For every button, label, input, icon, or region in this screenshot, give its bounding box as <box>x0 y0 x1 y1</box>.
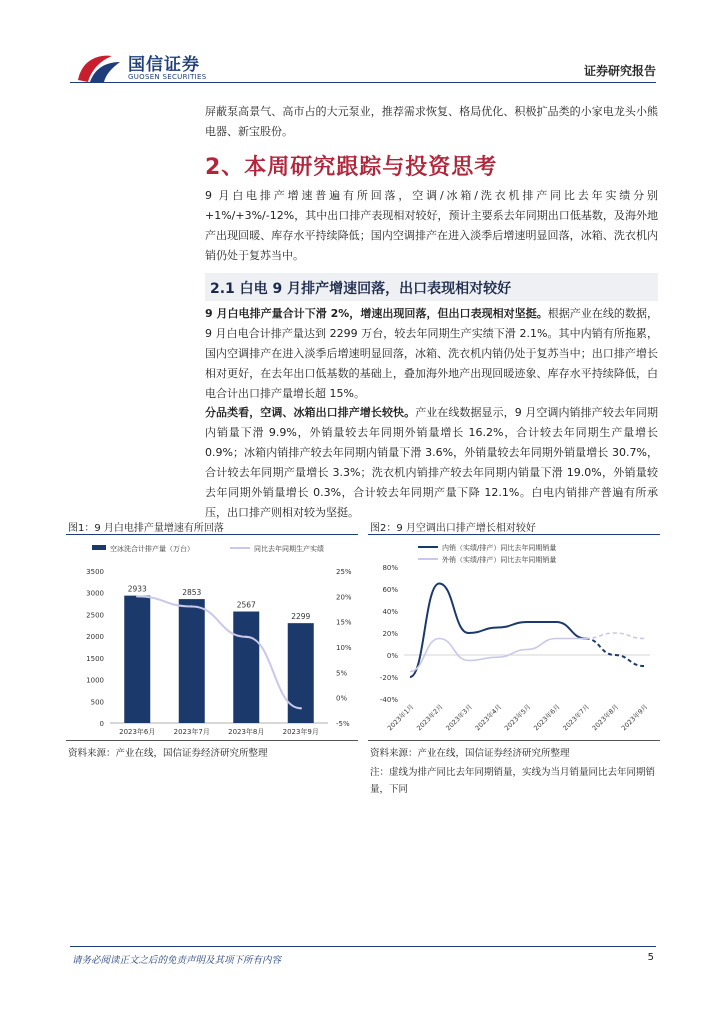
y-right-tick-label: 25% <box>336 568 352 576</box>
y-tick-label: 40% <box>382 608 398 616</box>
bar-data-label: 2933 <box>127 584 147 594</box>
x-tick-label: 2023年1月 <box>385 702 416 733</box>
x-tick-label: 2023年4月 <box>473 702 504 733</box>
yoy-point <box>136 595 138 597</box>
section-title: 2、本周研究跟踪与投资思考 <box>205 155 498 180</box>
report-type-label: 证券研究报告 <box>583 64 656 78</box>
figure2-source: 资料来源：产业在线，国信证券经济研究所整理 <box>370 748 570 759</box>
y-tick-label: 20% <box>382 630 398 638</box>
legend-swatch-bar <box>92 545 106 550</box>
y-left-tick-label: 3000 <box>86 589 104 598</box>
y-tick-label: 80% <box>382 564 398 572</box>
y-tick-label: -20% <box>379 674 398 682</box>
subsection-title: 2.1 白电 9 月排产增速回落，出口表现相对较好 <box>210 281 512 297</box>
x-tick-label: 2023年8月 <box>590 702 621 733</box>
header-divider <box>70 82 656 83</box>
y-right-tick-label: 5% <box>336 669 348 678</box>
y-left-tick-label: 1500 <box>86 654 104 663</box>
y-left-tick-label: 0 <box>99 720 104 728</box>
y-tick-label: -40% <box>379 696 398 704</box>
x-tick-label: 2023年9月 <box>619 702 650 733</box>
y-right-tick-label: 20% <box>336 593 352 602</box>
x-tick-label: 2023年7月 <box>561 702 591 733</box>
figure1-top-rule <box>66 534 358 535</box>
paragraph-body: 产业在线数据显示，9 月空调内销排产较去年同期内销量下滑 9.9%，外销量较去年同期外销量增长 16.2%，合计较去年同期生产量增长 0.9%；冰箱内销排产较去年同期内销量下滑 3.6%，外销量较去年同期外销量增长 30.7%，合计较去年同期产量增长 3.3%；洗衣机内销排产较去年同期内销量下滑 19.0%，外销量较去年同期外销量增长 0.3%，合计较去年同期产量下降 12.1%。白电内销排产普遍有所承压，出口排产则相对较为坚挺。 <box>205 406 658 519</box>
x-tick-label: 2023年6月 <box>532 702 562 733</box>
guosen-logo-icon <box>72 50 124 86</box>
figure2-note: 注：虚线为排产同比去年同期销量，实线为当月销量同比去年同期销量，下同 <box>370 767 656 795</box>
paragraph-body: 根据产业在线的数据，9 月白电合计排产量达到 2299 万台，较去年同期生产实绩下滑 2.1%。其中内销有所拖累，国内空调排产在进入淡季后增速明显回落，冰箱、洗衣机内销仍处于复苏当中；出口排产增长相对更好，在去年出口低基数的基础上，叠加海外地产出现回暖迹象、库存水平持续降低，白电合计出口排产量增长超 15%。 <box>205 307 658 400</box>
x-tick-label: 2023年8月 <box>228 728 265 736</box>
y-left-tick-label: 1000 <box>86 676 104 685</box>
paragraph-production <box>205 304 658 404</box>
figure1-source: 资料来源：产业在线，国信证券经济研究所整理 <box>68 748 268 759</box>
bar <box>233 612 259 723</box>
y-left-tick-label: 2500 <box>86 611 104 620</box>
series-export-dashed-line <box>586 633 645 639</box>
y-tick-label: 0% <box>386 652 398 660</box>
paragraph-category <box>205 403 658 523</box>
figure2-title: 图2：9 月空调出口排产增长相对较好 <box>370 523 536 534</box>
bar <box>124 596 150 723</box>
paragraph-lead: 分品类看，空调、冰箱出口排产增长较快。 <box>205 406 416 419</box>
yoy-point <box>191 605 193 607</box>
yoy-point <box>300 707 302 709</box>
x-tick-label: 2023年3月 <box>444 702 474 733</box>
legend-label-domestic: 内销（实绩/排产）同比去年同期销量 <box>442 544 557 552</box>
x-tick-label: 2023年2月 <box>415 702 445 733</box>
bar-data-label: 2853 <box>182 588 202 598</box>
x-tick-label: 2023年5月 <box>502 702 533 733</box>
series-domestic-solid-line <box>410 584 586 678</box>
yoy-point <box>245 636 247 638</box>
intro-paragraph: 屏蔽泵高景气、高市占的大元泵业，推荐需求恢复、格局优化、积极扩品类的小家电龙头小熊电器、新宝股份。 <box>205 105 658 138</box>
legend-label-line: 同比去年同期生产实绩 <box>254 545 324 553</box>
y-left-tick-label: 2000 <box>86 633 104 642</box>
y-right-tick-label: -5% <box>336 720 350 728</box>
y-right-tick-label: 10% <box>336 644 352 652</box>
y-tick-label: 60% <box>382 586 398 594</box>
figure1-bottom-rule <box>66 740 358 741</box>
figure2-bottom-rule <box>368 740 660 741</box>
figure1-title: 图1：9 月白电排产量增速有所回落 <box>68 523 224 534</box>
x-tick-label: 2023年6月 <box>119 728 156 736</box>
y-right-tick-label: 15% <box>336 618 352 627</box>
paragraph-lead: 9 月白电排产量合计下滑 2%，增速出现回落，但出口表现相对坚挺。 <box>205 307 548 320</box>
y-right-tick-label: 0% <box>336 694 348 703</box>
page-number: 5 <box>647 952 654 963</box>
series-domestic-dashed-line <box>586 639 645 667</box>
bar-data-label: 2299 <box>291 612 311 622</box>
y-left-tick-label: 3500 <box>86 568 104 576</box>
x-tick-label: 2023年9月 <box>282 728 319 736</box>
legend-label-bar: 空冰洗合计排产量（万台） <box>110 545 194 553</box>
figure1-chart <box>66 537 358 739</box>
figure2-chart <box>368 537 660 739</box>
section-summary: 9 月白电排产增速普遍有所回落，空调/冰箱/洗衣机排产同比去年实绩分别+1%/+3%/-12%，其中出口排产表现相对较好，预计主要系去年同期出口低基数，及海外地产出现回暖、库存水平持续降低；国内空调排产在进入淡季后增速明显回落，冰箱、洗衣机内销仍处于复苏当中。 <box>205 189 658 262</box>
bar <box>179 599 205 723</box>
logo-name-en: GUOSEN SECURITIES <box>128 73 207 81</box>
figure2-top-rule <box>368 534 660 535</box>
footer-divider <box>70 946 656 947</box>
x-tick-label: 2023年7月 <box>173 728 210 736</box>
logo-name-cn: 国信证券 <box>128 55 200 75</box>
footer-disclaimer: 请务必阅读正文之后的免责声明及其项下所有内容 <box>72 955 282 966</box>
legend-label-export: 外销（实绩/排产）同比去年同期销量 <box>442 556 557 564</box>
yoy-line <box>137 596 301 708</box>
bar-data-label: 2567 <box>236 600 256 610</box>
y-left-tick-label: 500 <box>90 698 104 707</box>
